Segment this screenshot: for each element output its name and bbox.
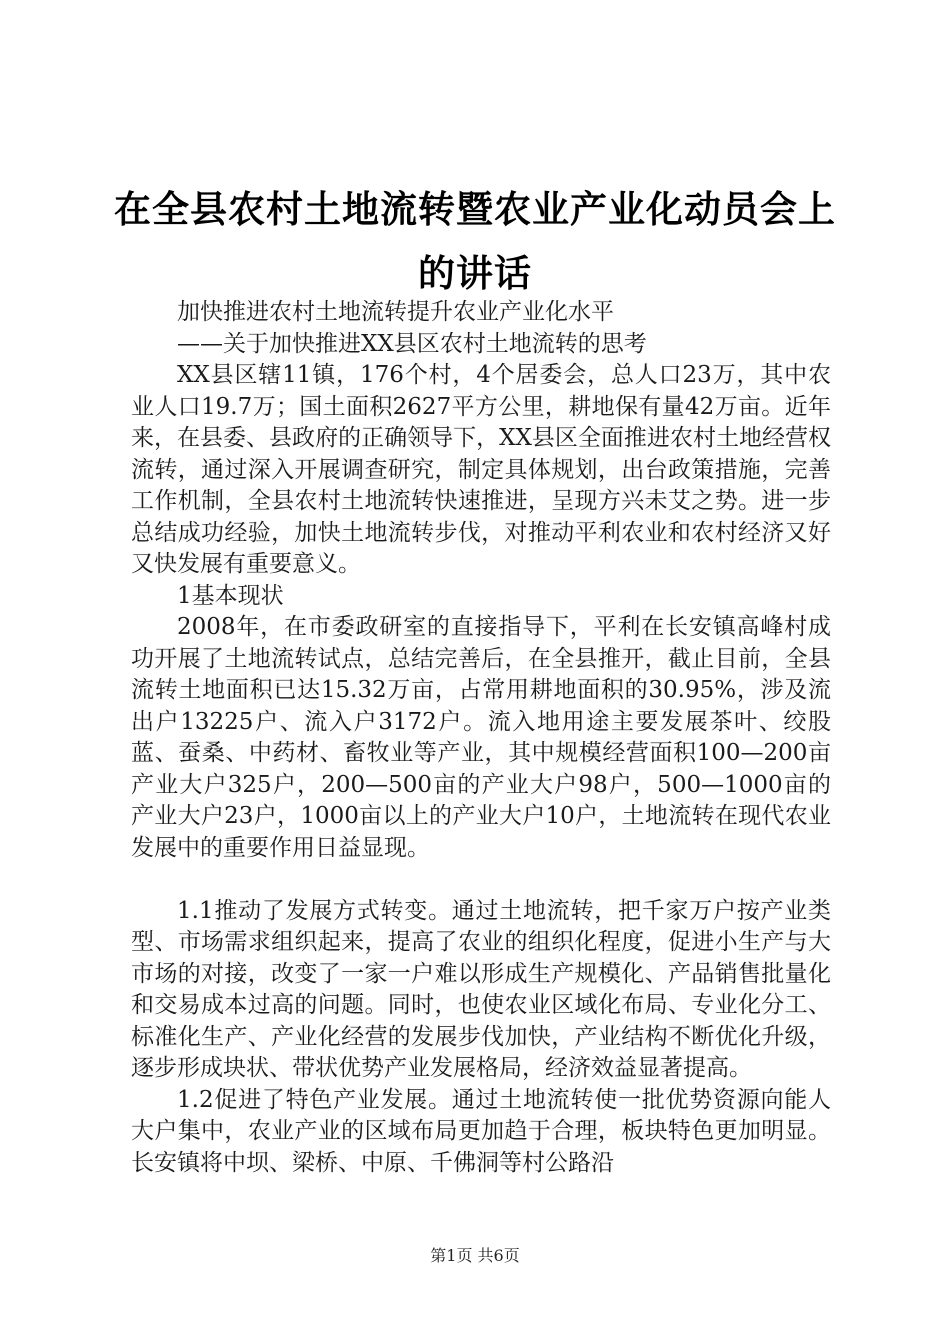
document-title: 在全县农村土地流转暨农业产业化动员会上的讲话	[114, 188, 836, 295]
paragraph-status: 2008年，在市委政研室的直接指导下，平利在长安镇高峰村成功开展了土地流转试点，总结完善后，在全县推开，截止目前，全县流转土地面积已达15.32万亩，占常用耕地面积的30.95%，涉及流出户13225户、流入户3172户。流入地用途主要发展茶叶、绞股蓝、蚕桑、中药材、畜牧业等产业，其中规模经营面积100—200亩产业大户325户，200—500亩的产业大户98户，500—1000亩的产业大户23户，1000亩以上的产业大户10户，土地流转在现代农业发展中的重要作用日益显现。	[131, 614, 831, 861]
paragraph-1-1: 1.1推动了发展方式转变。通过土地流转，把千家万户按产业类型、市场需求组织起来，提高了农业的组织化程度，促进小生产与大市场的对接，改变了一家一户难以形成生产规模化、产品销售批量化和交易成本过高的问题。同时，也使农业区域化布局、专业化分工、标准化生产、产业化经营的发展步伐加快，产业结构不断优化升级，逐步形成块状、带状优势产业发展格局，经济效益显著提高。	[131, 897, 831, 1081]
section-heading: 1基本现状	[177, 582, 284, 609]
page-footer: 第1页 共6页	[430, 1246, 520, 1265]
paragraph-1-2: 1.2促进了特色产业发展。通过土地流转使一批优势资源向能人大户集中，农业产业的区域布局更加趋于合理，板块特色更加明显。长安镇将中坝、梁桥、中原、千佛洞等村公路沿	[131, 1086, 831, 1176]
paragraph-spacer	[131, 864, 831, 896]
subtitle-secondary: ——关于加快推进XX县区农村土地流转的思考	[177, 330, 647, 357]
paragraph-intro: XX县区辖11镇，176个村，4个居委会，总人口23万，其中农业人口19.7万；国土面积2627平方公里，耕地保有量42万亩。近年来，在县委、县政府的正确领导下，XX县区全面推进农村土地经营权流转，通过深入开展调查研究，制定具体规划，出台政策措施，完善工作机制，全县农村土地流转快速推进，呈现方兴未艾之势。进一步总结成功经验，加快土地流转步伐，对推动平利农业和农村经济又好又快发展有重要意义。	[131, 362, 831, 577]
subtitle: 加快推进农村土地流转提升农业产业化水平	[177, 299, 614, 325]
document-body	[131, 297, 831, 1179]
